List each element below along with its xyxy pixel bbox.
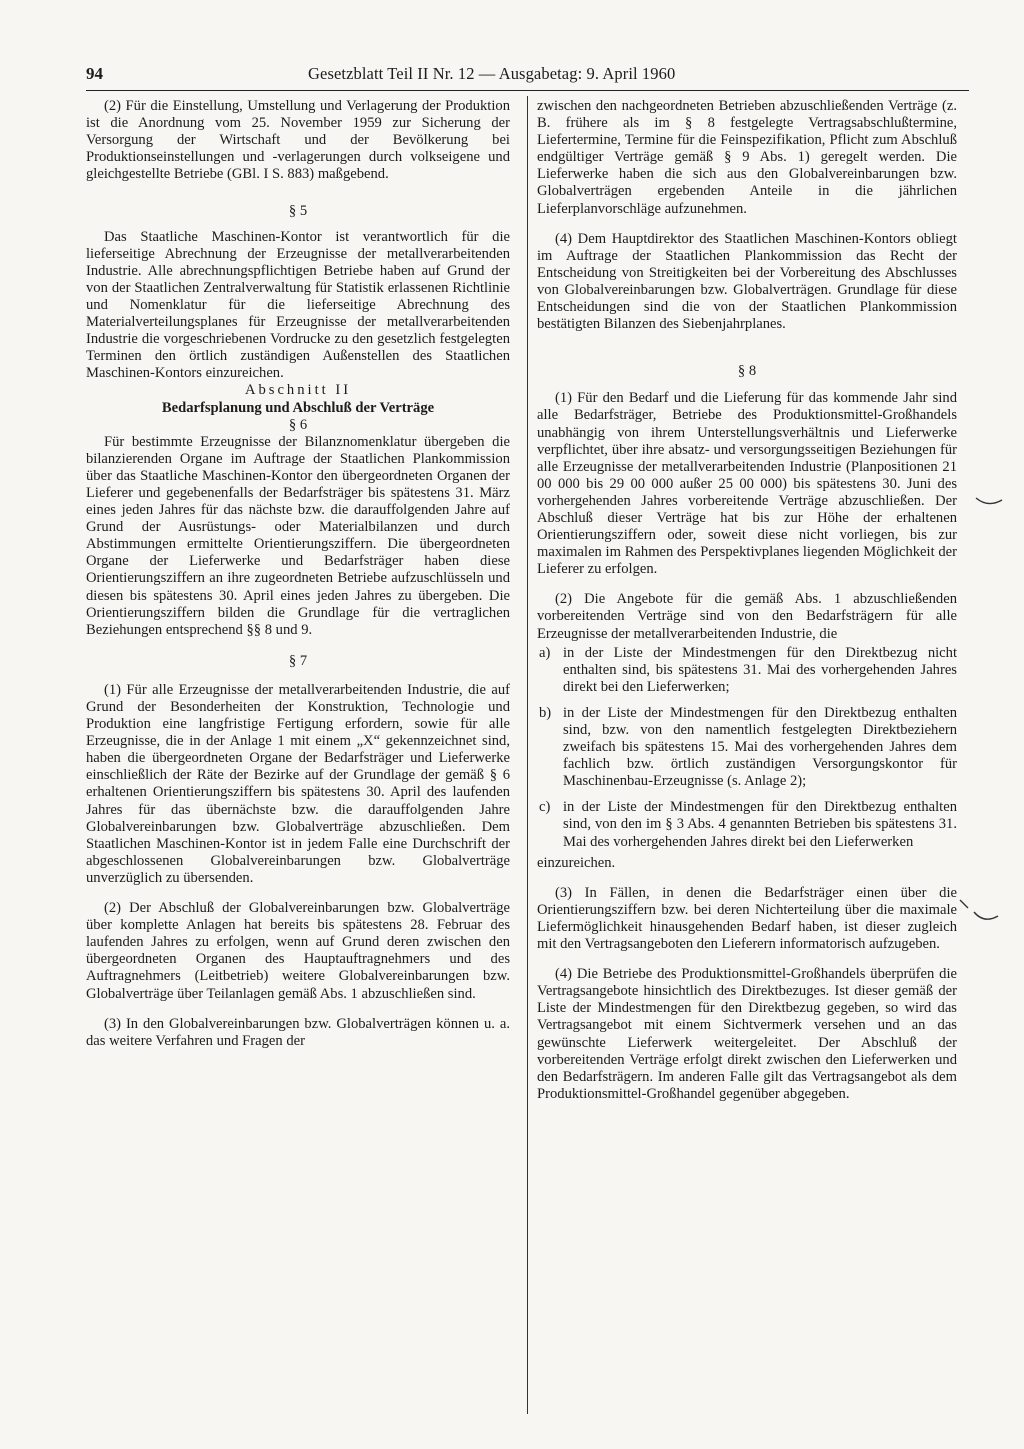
section-7-heading: § 7	[288, 652, 308, 669]
section-7-paragraph-4: (4) Dem Hauptdirektor des Staatlichen Maschinen-Kontors obliegt im Auftrage der Staatlichen Plankommission das Recht der Entscheidung von Streitigkeiten bei der Vorbereitung des Abschlusses von Globalvereinbarungen bzw. Globalverträgen. Grundlage für diese Entscheidungen sind die von der Staatlichen Plankommission bestätigten Bilanzen des Siebenjahrplanes.	[537, 230, 957, 333]
running-title: Gesetzblatt Teil II Nr. 12 — Ausgabetag: 9. April 1960	[308, 64, 676, 83]
section-7-paragraph-2: (2) Der Abschluß der Globalvereinbarungen bzw. Globalverträge über komplette Anlagen hat bereits bis spätestens 28. Februar des laufenden Jahres zu erfolgen, wenn auf Grund deren zwischen den übergeordneten Organen des Hauptauftragnehmers und des Auftragnehmers (Leitbetrieb) weitere Globalvereinbarungen bzw. Globalverträge über Teilanlagen gemäß Abs. 1 abzuschließen sind.	[86, 900, 510, 1002]
section-8-paragraph-2-end: einzureichen.	[537, 854, 616, 871]
page-number: 94	[86, 64, 103, 83]
section-8-paragraph-4: (4) Die Betriebe des Produktionsmittel-Großhandels überprüfen die Vertragsangebote hinsichtlich des Direktbezuges. Ist dieser gemäß der Liste der Mindestmengen für den Direktbezug gegeben, so wird das Vertragsangebot mit einem Sichtvermerk versehen und an das gewünschte Lieferwerk weitergeleitet. Der Abschluß der vorbereitenden Verträge erfolgt direkt zwischen den Lieferwerken und den Bedarfsträgern. Im anderen Falle gilt das Vertragsangebot als dem Produktionsmittel-Großhandel gegenüber abgegeben.	[537, 966, 957, 1102]
list-item-text: in der Liste der Mindestmengen für den Direktbezug nicht enthalten sind, bis spätestens 31. Mai des vorhergehenden Jahres direkt bei den Lieferwerken;	[563, 644, 957, 695]
margin-pencil-mark	[958, 898, 1002, 928]
section-8-paragraph-2-intro: (2) Die Angebote für die gemäß Abs. 1 abzuschließenden vorbereitenden Verträge sind von den Bedarfsträgern für alle Erzeugnisse der metallverarbeitenden Industrie, die	[537, 591, 957, 642]
paragraph-production: (2) Für die Einstellung, Umstellung und Verlagerung der Produktion ist die Anordnung vom 25. November 1959 zur Sicherung der Versorgung der Wirtschaft und der Bevölkerung bei Produktionseinstellungen und -verlagerungen durch volkseigene und gleichgestellte Betriebe (GBl. I S. 883) maßgebend.	[86, 98, 510, 183]
section-6-heading: § 6	[288, 416, 308, 433]
section-8-paragraph-3: (3) In Fällen, in denen die Bedarfsträger einen über die Orientierungsziffern bzw. bei deren Nichterteilung über die maximale Liefermöglichkeit hinausgehenden Bedarf haben, ist dieser zugleich mit den Vertragsangeboten den Lieferern informatorisch aufzugeben.	[537, 884, 957, 953]
section-7-paragraph-3-continued: zwischen den nachgeordneten Betrieben abzuschließenden Verträge (z. B. frühere als im § 8 festgelegte Vertragsabschlußtermine, Liefertermine, Termine für die Feinspezifikation, Pflicht zum Abschluß endgültiger Verträge gemäß § 9 Abs. 1) geregelt werden. Die Lieferwerke haben die sich aus den Globalvereinbarungen bzw. Globalverträgen ergebenden Anteile in die jährlichen Lieferplanvorschläge aufzunehmen.	[537, 98, 957, 217]
list-item-text: in der Liste der Mindestmengen für den Direktbezug enthalten sind, bzw. von den namentlich festgelegten Direktbeziehern zweifach bis spätestens 15. Mai des vorhergehenden Jahres dem fachlich bzw. örtlich zuständigen Versorgungskontor für Maschinenbau-Erzeugnisse (s. Anlage 2);	[563, 704, 957, 790]
list-item-b	[537, 705, 957, 790]
column-divider	[527, 96, 528, 1414]
header-rule	[86, 90, 969, 91]
list-item-a	[537, 645, 957, 696]
list-item-label: b)	[539, 704, 552, 721]
right-column	[537, 98, 957, 1103]
page-header	[86, 60, 970, 88]
section-8-paragraph-1: (1) Für den Bedarf und die Lieferung für das kommende Jahr sind alle Bedarfsträger, Betriebe des Produktionsmittel-Großhandels unabhängig von ihrem Unterstellungsverhältnis und Lieferwerke verpflichtet, über ihre absatz- und versorgungsseitigen Beziehungen für alle Erzeugnisse der metallverarbeitenden Industrie (Planpositionen 21 00 000 bis 29 00 000 außer 25 00 000) bis spätestens 30. Juni des vorhergehenden Jahres vorbereitende Verträge abzuschließen. Der Abschluß dieser Verträge hat bis zur Höhe der erhaltenen Orientierungsziffern oder, soweit diese nicht vorliegen, bis zur maximalen im Rahmen des Perspektivplanes liegenden Möglichkeit der Lieferer zu erfolgen.	[537, 390, 957, 578]
margin-pencil-mark	[974, 494, 1006, 510]
section-7-paragraph-1: (1) Für alle Erzeugnisse der metallverarbeitenden Industrie, die auf Grund der Besonderheiten der Konstruktion, Technologie und Produktion eine langfristige Fertigung erfordern, sowie für alle Erzeugnisse, die in der Anlage 1 mit einem „X“ gekennzeichnet sind, haben die übergeordneten Organe der Bedarfsträger und Lieferwerke einschließlich der Räte der Bezirke auf der Grundlage der gemäß § 6 erhaltenen Orientierungsziffern bis spätestens 30. April des laufenden Jahres für das übernächste bzw. die darauffolgenden Jahre Globalvereinbarungen bzw. Globalverträge abzuschließen. Dem Staatlichen Maschinen-Kontor ist in jedem Falle eine Durchschrift der abgeschlossenen Globalvereinbarungen bzw. Globalverträge unverzüglich zu übersenden.	[86, 681, 510, 886]
abschnitt-heading: Abschnitt II	[244, 382, 352, 399]
list-item-label: a)	[539, 644, 551, 661]
section-8-heading: § 8	[737, 363, 757, 380]
section-5-heading: § 5	[288, 203, 308, 220]
list-item-c	[537, 799, 957, 850]
left-column	[86, 98, 510, 1050]
section-5-text: Das Staatliche Maschinen-Kontor ist verantwortlich für die lieferseitige Abrechnung der Erzeugnisse der metallverarbeitenden Industrie. Alle abrechnungspflichtigen Betriebe haben auf Grund der von der Staatlichen Zentralverwaltung für Statistik erlassenen Richtlinie und Nomenklatur für die lieferseitige Abrechnung des Materialverteilungsplanes für Erzeugnisse der metallverarbeitenden Industrie die vorgeschriebenen Vordrucke zu den gesetzlich festgelegten Terminen den örtlich zuständigen Außenstellen des Staatlichen Maschinen-Kontors einzureichen.	[86, 228, 510, 382]
abschnitt-subtitle: Bedarfsplanung und Abschluß der Verträge	[161, 399, 435, 416]
list-item-text: in der Liste der Mindestmengen für den Direktbezug enthalten sind, von den im § 3 Abs. 4 genannten Betrieben bis spätestens 31. Mai des vorhergehenden Jahres direkt bei den Lieferwerken	[563, 799, 957, 850]
section-7-paragraph-3: (3) In den Globalvereinbarungen bzw. Globalverträgen können u. a. das weitere Verfahren und Fragen der	[86, 1015, 510, 1049]
list-item-label: c)	[539, 799, 551, 816]
section-6-text: Für bestimmte Erzeugnisse der Bilanznomenklatur übergeben die bilanzierenden Organe im Auftrage der Staatlichen Plankommission über das Staatliche Maschinen-Kontor den übergeordneten Organen der Lieferer und gegebenenfalls der Bedarfsträger bis spätestens 31. März eines jeden Jahres für das nächste bzw. die darauffolgenden Jahre auf Grund der Ausrüstungs- oder Materialbilanzen und durch Abstimmungen ermittelte Orientierungsziffern. Die übergeordneten Organe der Lieferwerke und Bedarfsträger haben diese Orientierungsziffern an ihre zugeordneten Betriebe aufzuschlüsseln und diesen bis spätestens 30. April eines jeden Jahres zu übergeben. Die Orientierungsziffern bilden die Grundlage für die vertraglichen Beziehungen entsprechend §§ 8 und 9.	[86, 433, 510, 638]
